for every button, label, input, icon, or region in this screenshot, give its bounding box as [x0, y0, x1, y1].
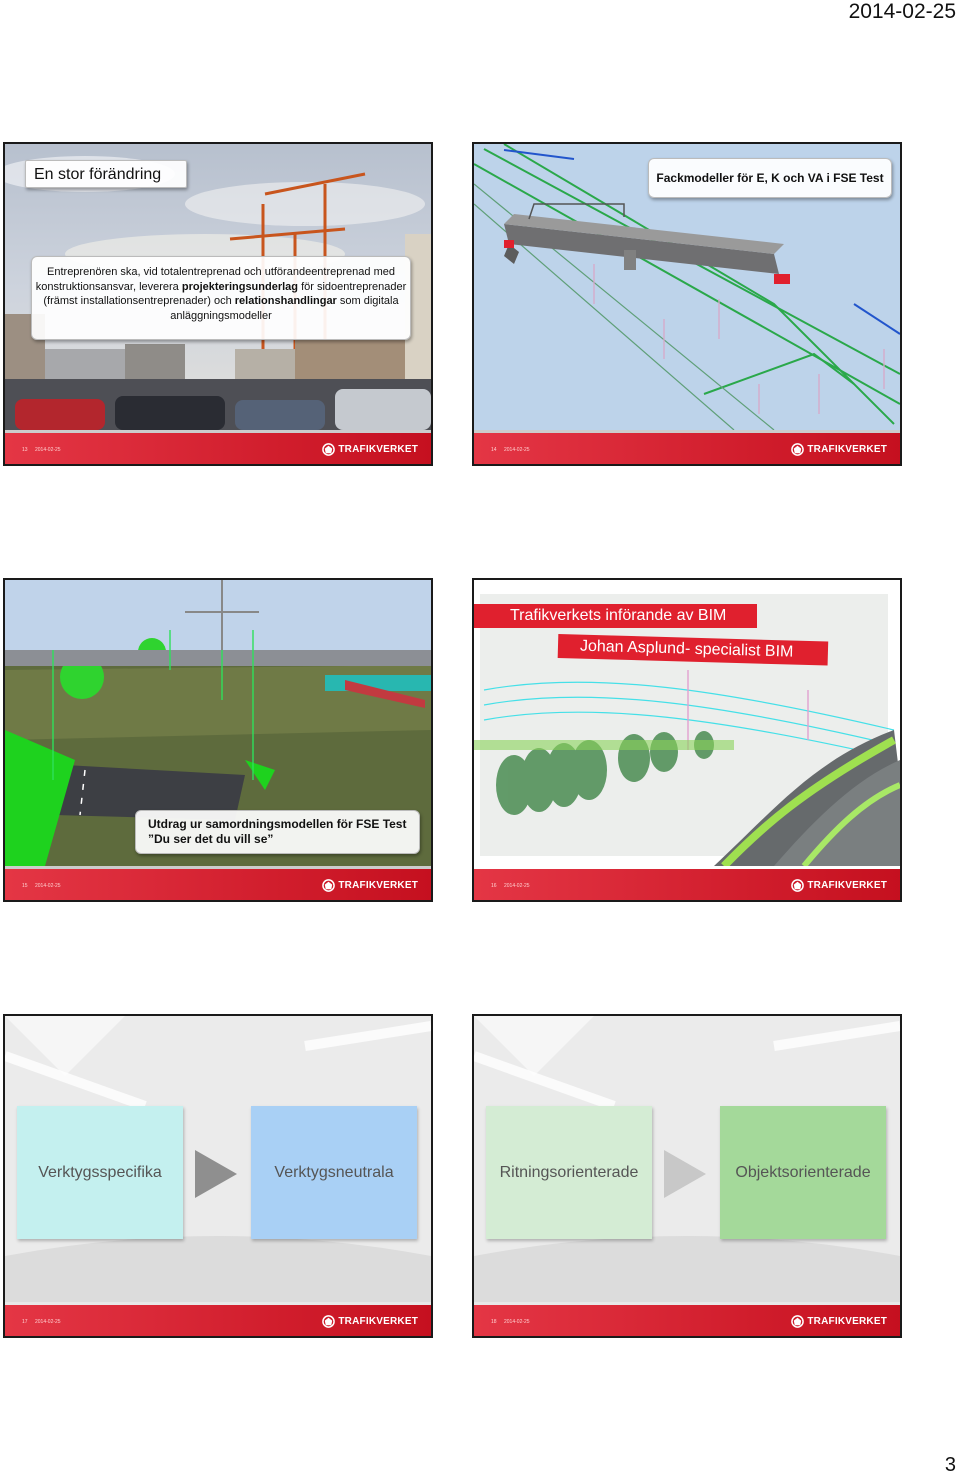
- brand-name: TRAFIKVERKET: [807, 879, 887, 891]
- slide-number: 13: [22, 447, 28, 453]
- slide-subtitle: Johan Asplund- specialist BIM: [579, 637, 794, 661]
- slide-footer: [5, 1305, 431, 1336]
- slide-18: [472, 1014, 902, 1338]
- body-text-box: [31, 256, 411, 340]
- flow-box-1: [17, 1106, 183, 1239]
- crown-icon: [322, 1315, 335, 1328]
- body-text-2: för sidoentreprenader (främst installationsentreprenader) och: [43, 280, 407, 307]
- slide-footer: [5, 869, 431, 900]
- slide-footer: [5, 433, 431, 464]
- crown-icon: [322, 879, 335, 892]
- brand-name: TRAFIKVERKET: [807, 443, 887, 455]
- slide-footer: [474, 869, 900, 900]
- slide-number: 14: [491, 447, 497, 453]
- crown-icon: [791, 879, 804, 892]
- slide-number: 18: [491, 1319, 497, 1325]
- slide-date: 2014-02-25: [504, 1319, 530, 1325]
- body-bold-1: projekteringsunderlag: [181, 280, 299, 293]
- brand-name: TRAFIKVERKET: [807, 1315, 887, 1327]
- slide-16: [472, 578, 902, 902]
- caption-box: [648, 158, 892, 198]
- slide-13: [3, 142, 433, 466]
- brand-name: TRAFIKVERKET: [338, 1315, 418, 1327]
- body-text-1: Entreprenören ska, vid totalentreprenad och utförandeentreprenad med konstruktionsansvar, leverera: [35, 266, 395, 293]
- slide-title-banner: [474, 604, 757, 628]
- slide-15: [3, 578, 433, 902]
- body-bold-2: relationshandlingar: [234, 295, 337, 307]
- trafikverket-logo: [791, 877, 887, 893]
- slide-date: 2014-02-25: [35, 447, 61, 453]
- slide-footer: [474, 1305, 900, 1336]
- trafikverket-logo: [791, 1313, 887, 1329]
- slide-17: [3, 1014, 433, 1338]
- slide-date: 2014-02-25: [35, 883, 61, 889]
- slide-date: 2014-02-25: [504, 447, 530, 453]
- trafikverket-logo: [791, 441, 887, 457]
- flow-box-2-label: Verktygsneutrala: [274, 1163, 394, 1181]
- slide-14: [472, 142, 902, 466]
- brand-name: TRAFIKVERKET: [338, 443, 418, 455]
- flow-box-1-label: Verktygsspecifika: [38, 1163, 162, 1181]
- crown-icon: [791, 443, 804, 456]
- flow-box-1-label: Ritningsorienterade: [499, 1163, 639, 1181]
- slide-title: Trafikverkets införande av BIM: [510, 607, 727, 624]
- trafikverket-logo: [322, 877, 418, 893]
- trafikverket-logo: [322, 441, 418, 457]
- slide-title-box: [25, 160, 187, 188]
- flow-box-1: [486, 1106, 652, 1239]
- caption-line-2: ”Du ser det du vill se”: [148, 832, 274, 846]
- page-number: 3: [944, 1454, 956, 1476]
- flow-box-2-label: Objektsorienterade: [735, 1163, 871, 1181]
- slide-title: En stor förändring: [34, 166, 162, 183]
- slide-date: 2014-02-25: [35, 1319, 61, 1325]
- brand-name: TRAFIKVERKET: [338, 879, 418, 891]
- crown-icon: [791, 1315, 804, 1328]
- slide-number: 17: [22, 1319, 28, 1325]
- flow-box-2: [251, 1106, 417, 1239]
- slide-date: 2014-02-25: [504, 883, 530, 889]
- page-date: 2014-02-25: [848, 0, 956, 23]
- caption-box: [135, 810, 420, 854]
- arrow-right-icon: [195, 1150, 237, 1198]
- slide-number: 16: [491, 883, 497, 889]
- trafikverket-logo: [322, 1313, 418, 1329]
- body-text-3: som digitala anläggningsmodeller: [170, 295, 399, 322]
- caption-line-1: Utdrag ur samordningsmodellen för FSE Test: [148, 817, 407, 831]
- slide-number: 15: [22, 883, 28, 889]
- arrow-right-icon: [664, 1150, 706, 1198]
- crown-icon: [322, 443, 335, 456]
- slide-caption: Fackmodeller för E, K och VA i FSE Test: [656, 171, 884, 185]
- slide-footer: [474, 433, 900, 464]
- flow-box-2: [720, 1106, 886, 1239]
